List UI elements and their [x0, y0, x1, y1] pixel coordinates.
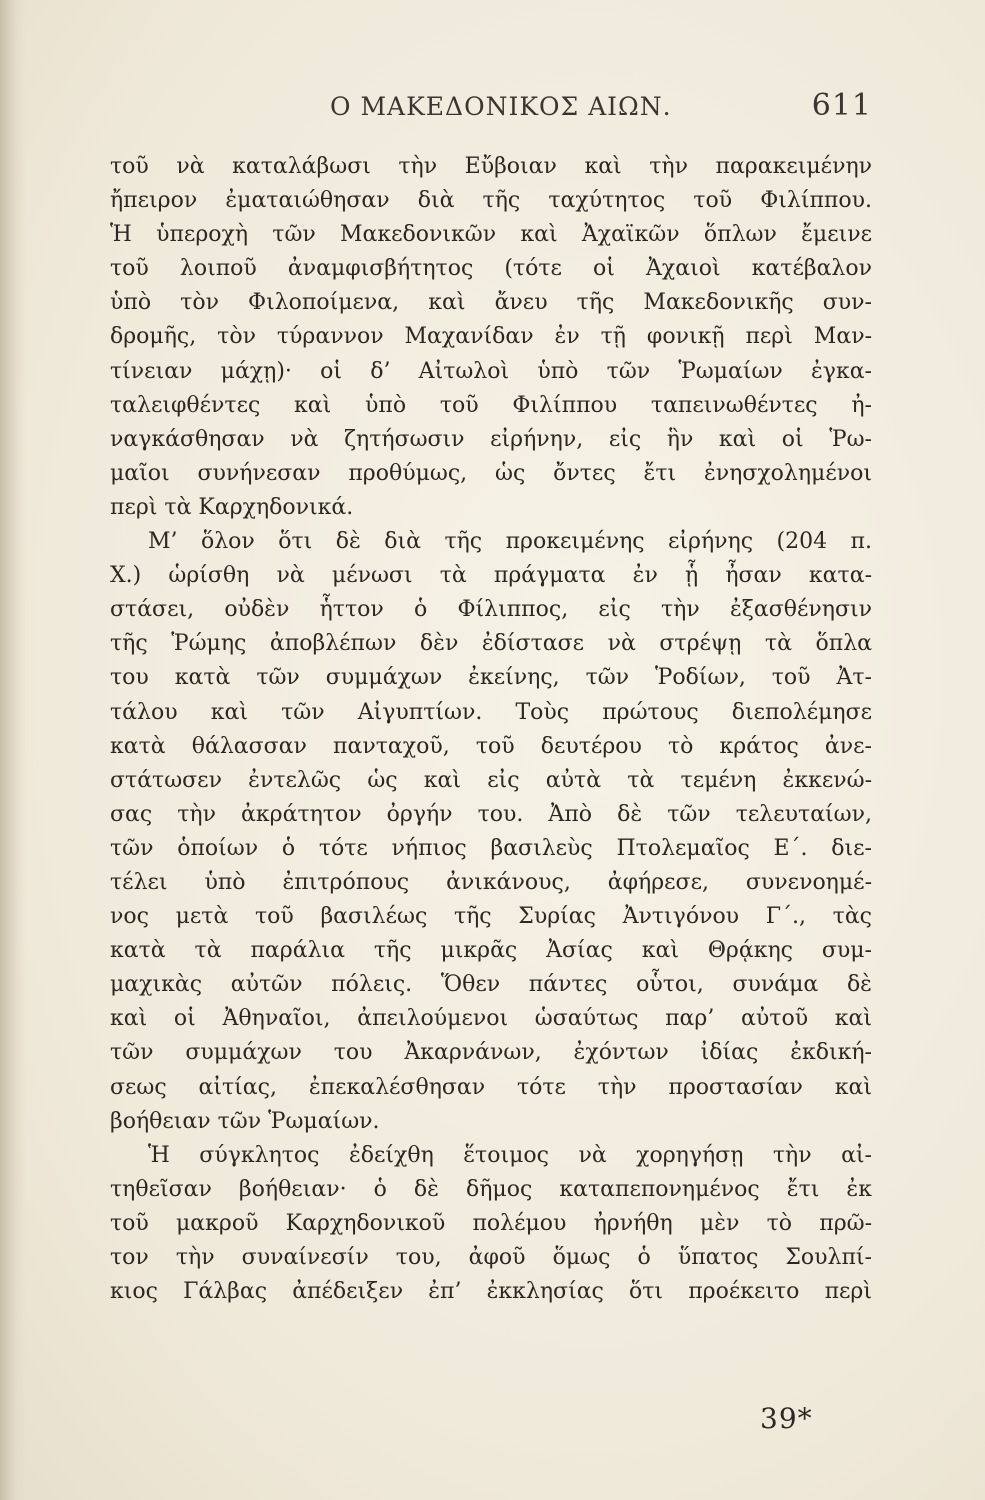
text-line: στάτωσεν ἐντελῶς ὡς καὶ εἰς αὐτὰ τὰ τεμένη ἐκκενώ-	[110, 767, 872, 793]
text-line: Ἡ ὑπεροχὴ τῶν Μακεδονικῶν καὶ Ἀχαϊκῶν ὅπλων ἔμεινε	[110, 222, 872, 248]
text-line: κιος Γάλβας ἀπέδειξεν ἐπ’ ἐκκλησίας ὅτι προέκειτο περὶ	[110, 1279, 872, 1305]
text-line: τῶν συμμάχων του Ἀκαρνάνων, ἐχόντων ἰδίας ἐκδική-	[110, 1040, 872, 1066]
text-line: Μ’ ὅλον ὅτι δὲ διὰ τῆς προκειμένης εἰρήνης (204 π.	[148, 529, 872, 555]
page-number: 611	[811, 88, 872, 123]
running-title: Ο ΜΑΚΕΔΟΝΙΚΟΣ ΑΙΩΝ.	[330, 92, 672, 121]
page-header	[110, 88, 872, 132]
text-line: τοῦ νὰ καταλάβωσι τὴν Εὔβοιαν καὶ τὴν παρακειμένην	[110, 154, 872, 179]
text-line: τοῦ μακροῦ Καρχηδονικοῦ πολέμου ἠρνήθη μὲν τὸ πρῶ-	[110, 1210, 872, 1236]
body-text	[110, 150, 872, 1309]
text-line: τον τὴν συναίνεσίν του, ἀφοῦ ὅμως ὁ ὕπατος Σουλπί-	[110, 1245, 872, 1270]
text-line: τίνειαν μάχῃ)· οἱ δ’ Αἰτωλοὶ ὑπὸ τῶν Ῥωμαίων ἐγκα-	[110, 358, 872, 384]
text-line: βοήθειαν τῶν Ῥωμαίων.	[110, 1108, 380, 1134]
signature-mark: 39*	[760, 1402, 813, 1435]
text-line: σας τὴν ἀκράτητον ὀργήν του. Ἀπὸ δὲ τῶν τελευταίων,	[110, 801, 872, 827]
text-line: νος μετὰ τοῦ βασιλέως τῆς Συρίας Ἀντιγόνου Γ΄., τὰς	[110, 904, 872, 930]
text-line: ἤπειρον ἐματαιώθησαν διὰ τῆς ταχύτητος τοῦ Φιλίππου.	[110, 188, 872, 214]
text-line: ναγκάσθησαν νὰ ζητήσωσιν εἰρήνην, εἰς ἣν καὶ οἱ Ῥω-	[110, 426, 872, 452]
text-line: στάσει, οὐδὲν ἧττον ὁ Φίλιππος, εἰς τὴν ἐξασθένησιν	[110, 597, 872, 623]
text-line: τῶν ὁποίων ὁ τότε νήπιος βασιλεὺς Πτολεμαῖος Ε΄. διε-	[110, 835, 872, 861]
text-line: μαχικὰς αὐτῶν πόλεις. Ὅθεν πάντες οὗτοι, συνάμα δὲ	[110, 972, 872, 998]
text-line: Ἡ σύγκλητος ἐδείχθη ἕτοιμος νὰ χορηγήσῃ τὴν αἰ-	[148, 1142, 872, 1168]
text-line: ὑπὸ τὸν Φιλοποίμενα, καὶ ἄνευ τῆς Μακεδονικῆς συν-	[110, 290, 872, 316]
text-line: τηθεῖσαν βοήθειαν· ὁ δὲ δῆμος καταπεπονημένος ἔτι ἐκ	[110, 1176, 872, 1202]
text-line: τέλει ὑπὸ ἐπιτρόπους ἀνικάνους, ἀφήρεσε, συνενοημέ-	[110, 869, 872, 895]
binding-gutter	[0, 0, 26, 1500]
text-line: μαῖοι συνήνεσαν προθύμως, ὡς ὄντες ἔτι ἐνησχολημένοι	[110, 460, 872, 486]
text-line: τοῦ λοιποῦ ἀναμφισβήτητος (τότε οἱ Ἀχαιοὶ κατέβαλον	[110, 256, 872, 282]
text-line: περὶ τὰ Καρχηδονικά.	[110, 494, 354, 520]
text-line: του κατὰ τῶν συμμάχων ἐκείνης, τῶν Ῥοδίων, τοῦ Ἀτ-	[110, 665, 872, 691]
text-line: Χ.) ὡρίσθη νὰ μένωσι τὰ πράγματα ἐν ᾗ ἦσαν κατα-	[110, 563, 872, 589]
text-line: τάλου καὶ τῶν Αἰγυπτίων. Τοὺς πρώτους διεπολέμησε	[110, 699, 872, 725]
text-line: τῆς Ῥώμης ἀποβλέπων δὲν ἐδίστασε νὰ στρέψῃ τὰ ὅπλα	[110, 631, 872, 657]
text-line: σεως αἰτίας, ἐπεκαλέσθησαν τότε τὴν προστασίαν καὶ	[110, 1074, 872, 1100]
text-line: δρομῆς, τὸν τύραννον Μαχανίδαν ἐν τῇ φονικῇ περὶ Μαν-	[110, 324, 872, 350]
text-line: καὶ οἱ Ἀθηναῖοι, ἀπειλούμενοι ὡσαύτως παρ’ αὐτοῦ καὶ	[110, 1006, 872, 1032]
text-line: κατὰ τὰ παράλια τῆς μικρᾶς Ἀσίας καὶ Θρᾴκης συμ-	[110, 938, 872, 964]
text-line: κατὰ θάλασσαν πανταχοῦ, τοῦ δευτέρου τὸ κράτος ἀνε-	[110, 733, 872, 759]
text-line: ταλειφθέντες καὶ ὑπὸ τοῦ Φιλίππου ταπεινωθέντες ἠ-	[110, 392, 872, 418]
